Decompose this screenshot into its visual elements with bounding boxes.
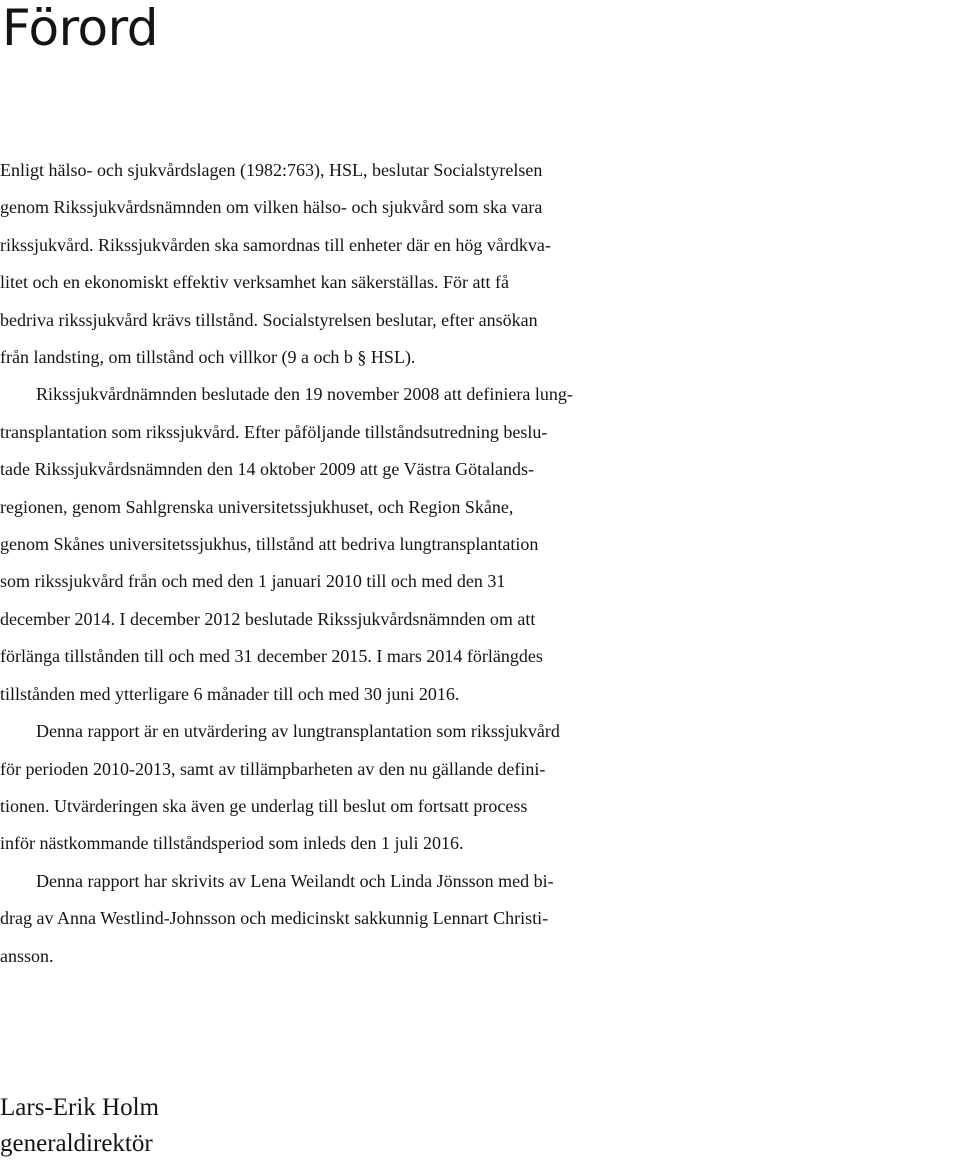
text-line: Enligt hälso- och sjukvårdslagen (1982:763), HSL, beslutar Socialstyrelsen xyxy=(0,160,543,180)
text-line: från landsting, om tillstånd och villkor (9 a och b § HSL). xyxy=(0,347,416,368)
text-line: genom Skånes universitetssjukhus, tillstånd att bedriva lungtransplantation xyxy=(0,534,539,555)
text-line: genom Rikssjukvårdsnämnden om vilken hälso- och sjukvård som ska vara xyxy=(0,197,543,218)
text-line: litet och en ekonomiskt effektiv verksamhet kan säkerställas. För att få xyxy=(0,272,510,293)
text-line: tade Rikssjukvårdsnämnden den 14 oktober 2009 att ge Västra Götalands- xyxy=(0,459,535,480)
text-line: rikssjukvård. Rikssjukvården ska samordnas till enheter där en hög vårdkva- xyxy=(0,234,551,255)
signature-block xyxy=(0,1090,159,1162)
signatory-name: Lars-Erik Holm xyxy=(0,1094,159,1121)
text-line: transplantation som rikssjukvård. Efter påföljande tillståndsutredning beslu- xyxy=(0,421,548,442)
text-line: tillstånden med ytterligare 6 månader till och med 30 juni 2016. xyxy=(0,683,460,704)
text-line: Denna rapport är en utvärdering av lungtransplantation som rikssjukvård xyxy=(36,721,560,742)
signatory-title: generaldirektör xyxy=(0,1130,153,1157)
text-line: inför nästkommande tillståndsperiod som inleds den 1 juli 2016. xyxy=(0,833,464,854)
text-line: ansson. xyxy=(0,945,54,966)
page-title: Förord xyxy=(2,0,159,57)
foreword-body xyxy=(0,152,960,975)
text-line: tionen. Utvärderingen ska även ge underlag till beslut om fortsatt process xyxy=(0,795,528,816)
text-line: december 2014. I december 2012 beslutade Rikssjukvårdsnämnden om att xyxy=(0,608,536,629)
text-line: Denna rapport har skrivits av Lena Weilandt och Linda Jönsson med bi- xyxy=(36,870,554,891)
text-line: bedriva rikssjukvård krävs tillstånd. Socialstyrelsen beslutar, efter ansökan xyxy=(0,309,538,330)
text-line: Rikssjukvårdnämnden beslutade den 19 november 2008 att definiera lung- xyxy=(36,384,573,405)
text-line: regionen, genom Sahlgrenska universitetssjukhuset, och Region Skåne, xyxy=(0,496,514,517)
text-line: drag av Anna Westlind-Johnsson och medicinskt sakkunnig Lennart Christi- xyxy=(0,908,549,929)
text-line: förlänga tillstånden till och med 31 december 2015. I mars 2014 förlängdes xyxy=(0,646,543,667)
text-line: som rikssjukvård från och med den 1 januari 2010 till och med den 31 xyxy=(0,571,506,592)
text-line: för perioden 2010-2013, samt av tillämpbarheten av den nu gällande defini- xyxy=(0,758,546,779)
